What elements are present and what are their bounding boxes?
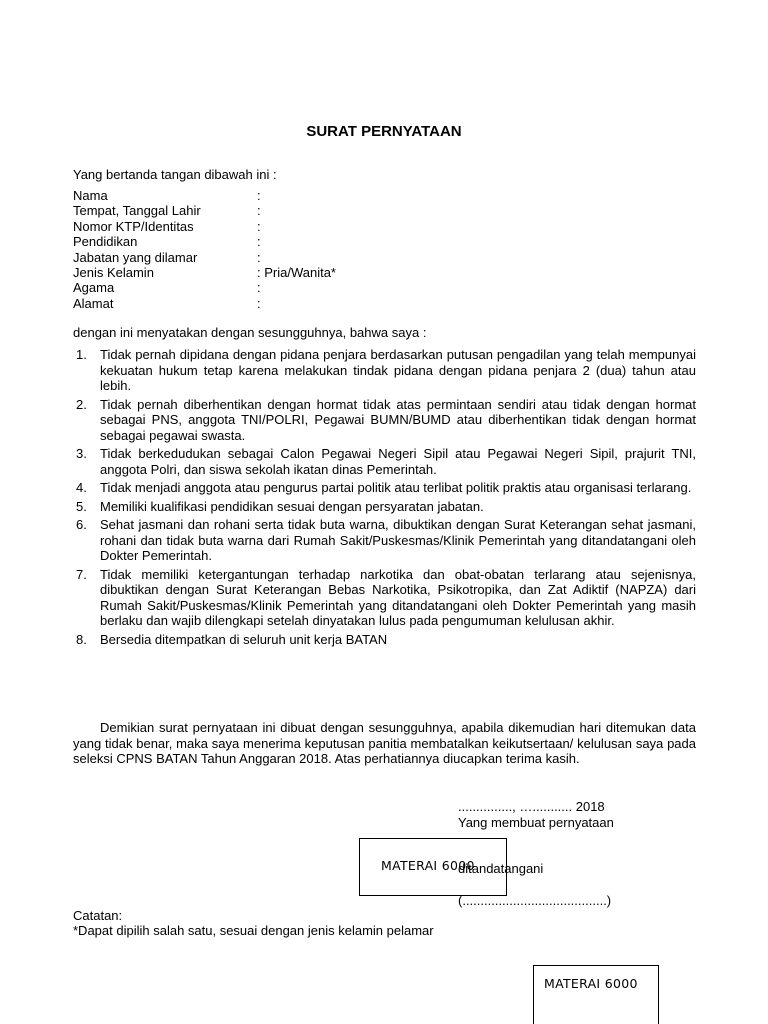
list-number: 7.: [76, 566, 87, 582]
intro-text: Yang bertanda tangan dibawah ini :: [73, 167, 277, 182]
notes-label: Catatan:: [73, 908, 123, 923]
list-text: Tidak pernah diberhentikan dengan hormat tidak atas permintaan sendiri atau tidak dengan hormat sebagai PNS, anggota TNI/POLRI, Pegawai BUMN/BUMD atau diberhentikan tidak dengan hormat sebagai pegawai swasta.: [100, 396, 696, 443]
list-number: 1.: [76, 347, 87, 362]
list-item: [73, 517, 696, 564]
bottom-materai-stamp-box: MATERAI 6000: [533, 965, 659, 1024]
field-row-address: [73, 296, 493, 311]
field-value: :: [257, 234, 261, 250]
list-number: 3.: [76, 446, 87, 461]
field-value: :: [257, 203, 261, 219]
field-row-birth: [73, 203, 493, 218]
field-row-education: [73, 234, 493, 249]
field-value: :: [257, 188, 261, 203]
field-row-ktp: [73, 219, 493, 234]
field-label: Tempat, Tanggal Lahir: [73, 203, 201, 219]
document-title: SURAT PERNYATAAN: [306, 123, 462, 140]
list-item: [73, 567, 696, 629]
field-value: :: [257, 249, 261, 265]
field-label: Nomor KTP/Identitas: [73, 218, 194, 234]
field-row-religion: [73, 280, 493, 295]
statement-text: dengan ini menyatakan dengan sesungguhnya, bahwa saya :: [73, 325, 427, 340]
signer-label: Yang membuat pernyataan: [458, 815, 614, 830]
list-number: 4.: [76, 480, 87, 495]
list-text: Tidak pernah dipidana dengan pidana penjara berdasarkan putusan pengadilan yang telah mempunyai kekuatan hukum tetap karena melakukan tindak pidana dengan pidana penjara 2 (dua) tahun atau lebih.: [100, 347, 696, 393]
field-value: : Pria/Wanita*: [257, 264, 336, 280]
closing-paragraph: Demikian surat pernyataan ini dibuat dengan sesungguhnya, apabila dikemudian hari ditemukan data yang tidak benar, maka saya menerima keputusan panitia membatalkan keikutsertaan/ kelulusan saya pada seleksi CPNS BATAN Tahun Anggaran 2018. Atas perhatiannya diucapkan terima kasih.: [73, 720, 696, 766]
list-text: Bersedia ditempatkan di seluruh unit kerja BATAN: [100, 631, 388, 647]
field-label: Nama: [73, 188, 108, 203]
field-row-nama: [73, 188, 493, 203]
identity-fields: [73, 188, 493, 311]
materai-stamp-box: MATERAI 6000: [359, 838, 507, 896]
date-line: ..............., …........... 2018: [458, 799, 605, 814]
field-value: :: [257, 280, 261, 296]
list-item: [73, 632, 696, 648]
list-text: Sehat jasmani dan rohani serta tidak buta warna, dibuktikan dengan Surat Keterangan sehat jasmani, rohani dan tidak buta warna dari Rumah Sakit/Puskesmas/Klinik Pemerintah yang ditandatangani oleh Dokter Pemerintah.: [100, 517, 696, 563]
list-text: Tidak berkedudukan sebagai Calon Pegawai Negeri Sipil atau Pegawai Negeri Sipil, prajurit TNI, anggota Polri, dan siswa sekolah ikatan dinas Pemerintah.: [100, 446, 696, 477]
field-label: Alamat: [73, 295, 114, 311]
list-item: [73, 397, 696, 444]
list-number: 8.: [76, 631, 87, 647]
list-item: [73, 347, 696, 394]
list-number: 5.: [76, 498, 87, 514]
field-row-position: [73, 250, 493, 265]
statement-list: [73, 347, 696, 650]
list-number: 6.: [76, 517, 87, 532]
field-row-gender: [73, 265, 493, 280]
field-value: :: [257, 218, 261, 234]
field-value: :: [257, 295, 261, 311]
list-text: Tidak menjadi anggota atau pengurus partai politik atau terlibat politik praktis atau organisasi terlarang.: [100, 480, 692, 495]
field-label: Agama: [73, 280, 115, 296]
list-item: [73, 499, 696, 515]
list-item: [73, 446, 696, 477]
notes-text: *Dapat dipilih salah satu, sesuai dengan jenis kelamin pelamar: [73, 923, 434, 938]
field-label: Pendidikan: [73, 234, 138, 250]
list-text: Tidak memiliki ketergantungan terhadap narkotika dan obat-obatan terlarang atau sejenisnya, dibuktikan dengan Surat Keterangan Bebas Narkotika, Psikotropika, dan Zat Adiktif (NAPZA) dari Rumah Sakit/Puskesmas/Klinik Pemerintah yang ditandatangani oleh Dokter Pemerintah yang masih berlaku dan wajib dilengkapi setelah dinyatakan lulus pada pengumuman kelulusan akhir.: [100, 566, 696, 628]
list-text: Memiliki kualifikasi pendidikan sesuai dengan persyaratan jabatan.: [100, 498, 484, 514]
field-label: Jabatan yang dilamar: [73, 249, 198, 265]
signed-label: ditandatangani: [458, 861, 544, 876]
signer-name-line: (........................................): [458, 893, 612, 908]
list-number: 2.: [76, 396, 87, 412]
field-label: Jenis Kelamin: [73, 264, 154, 280]
list-item: [73, 480, 696, 496]
